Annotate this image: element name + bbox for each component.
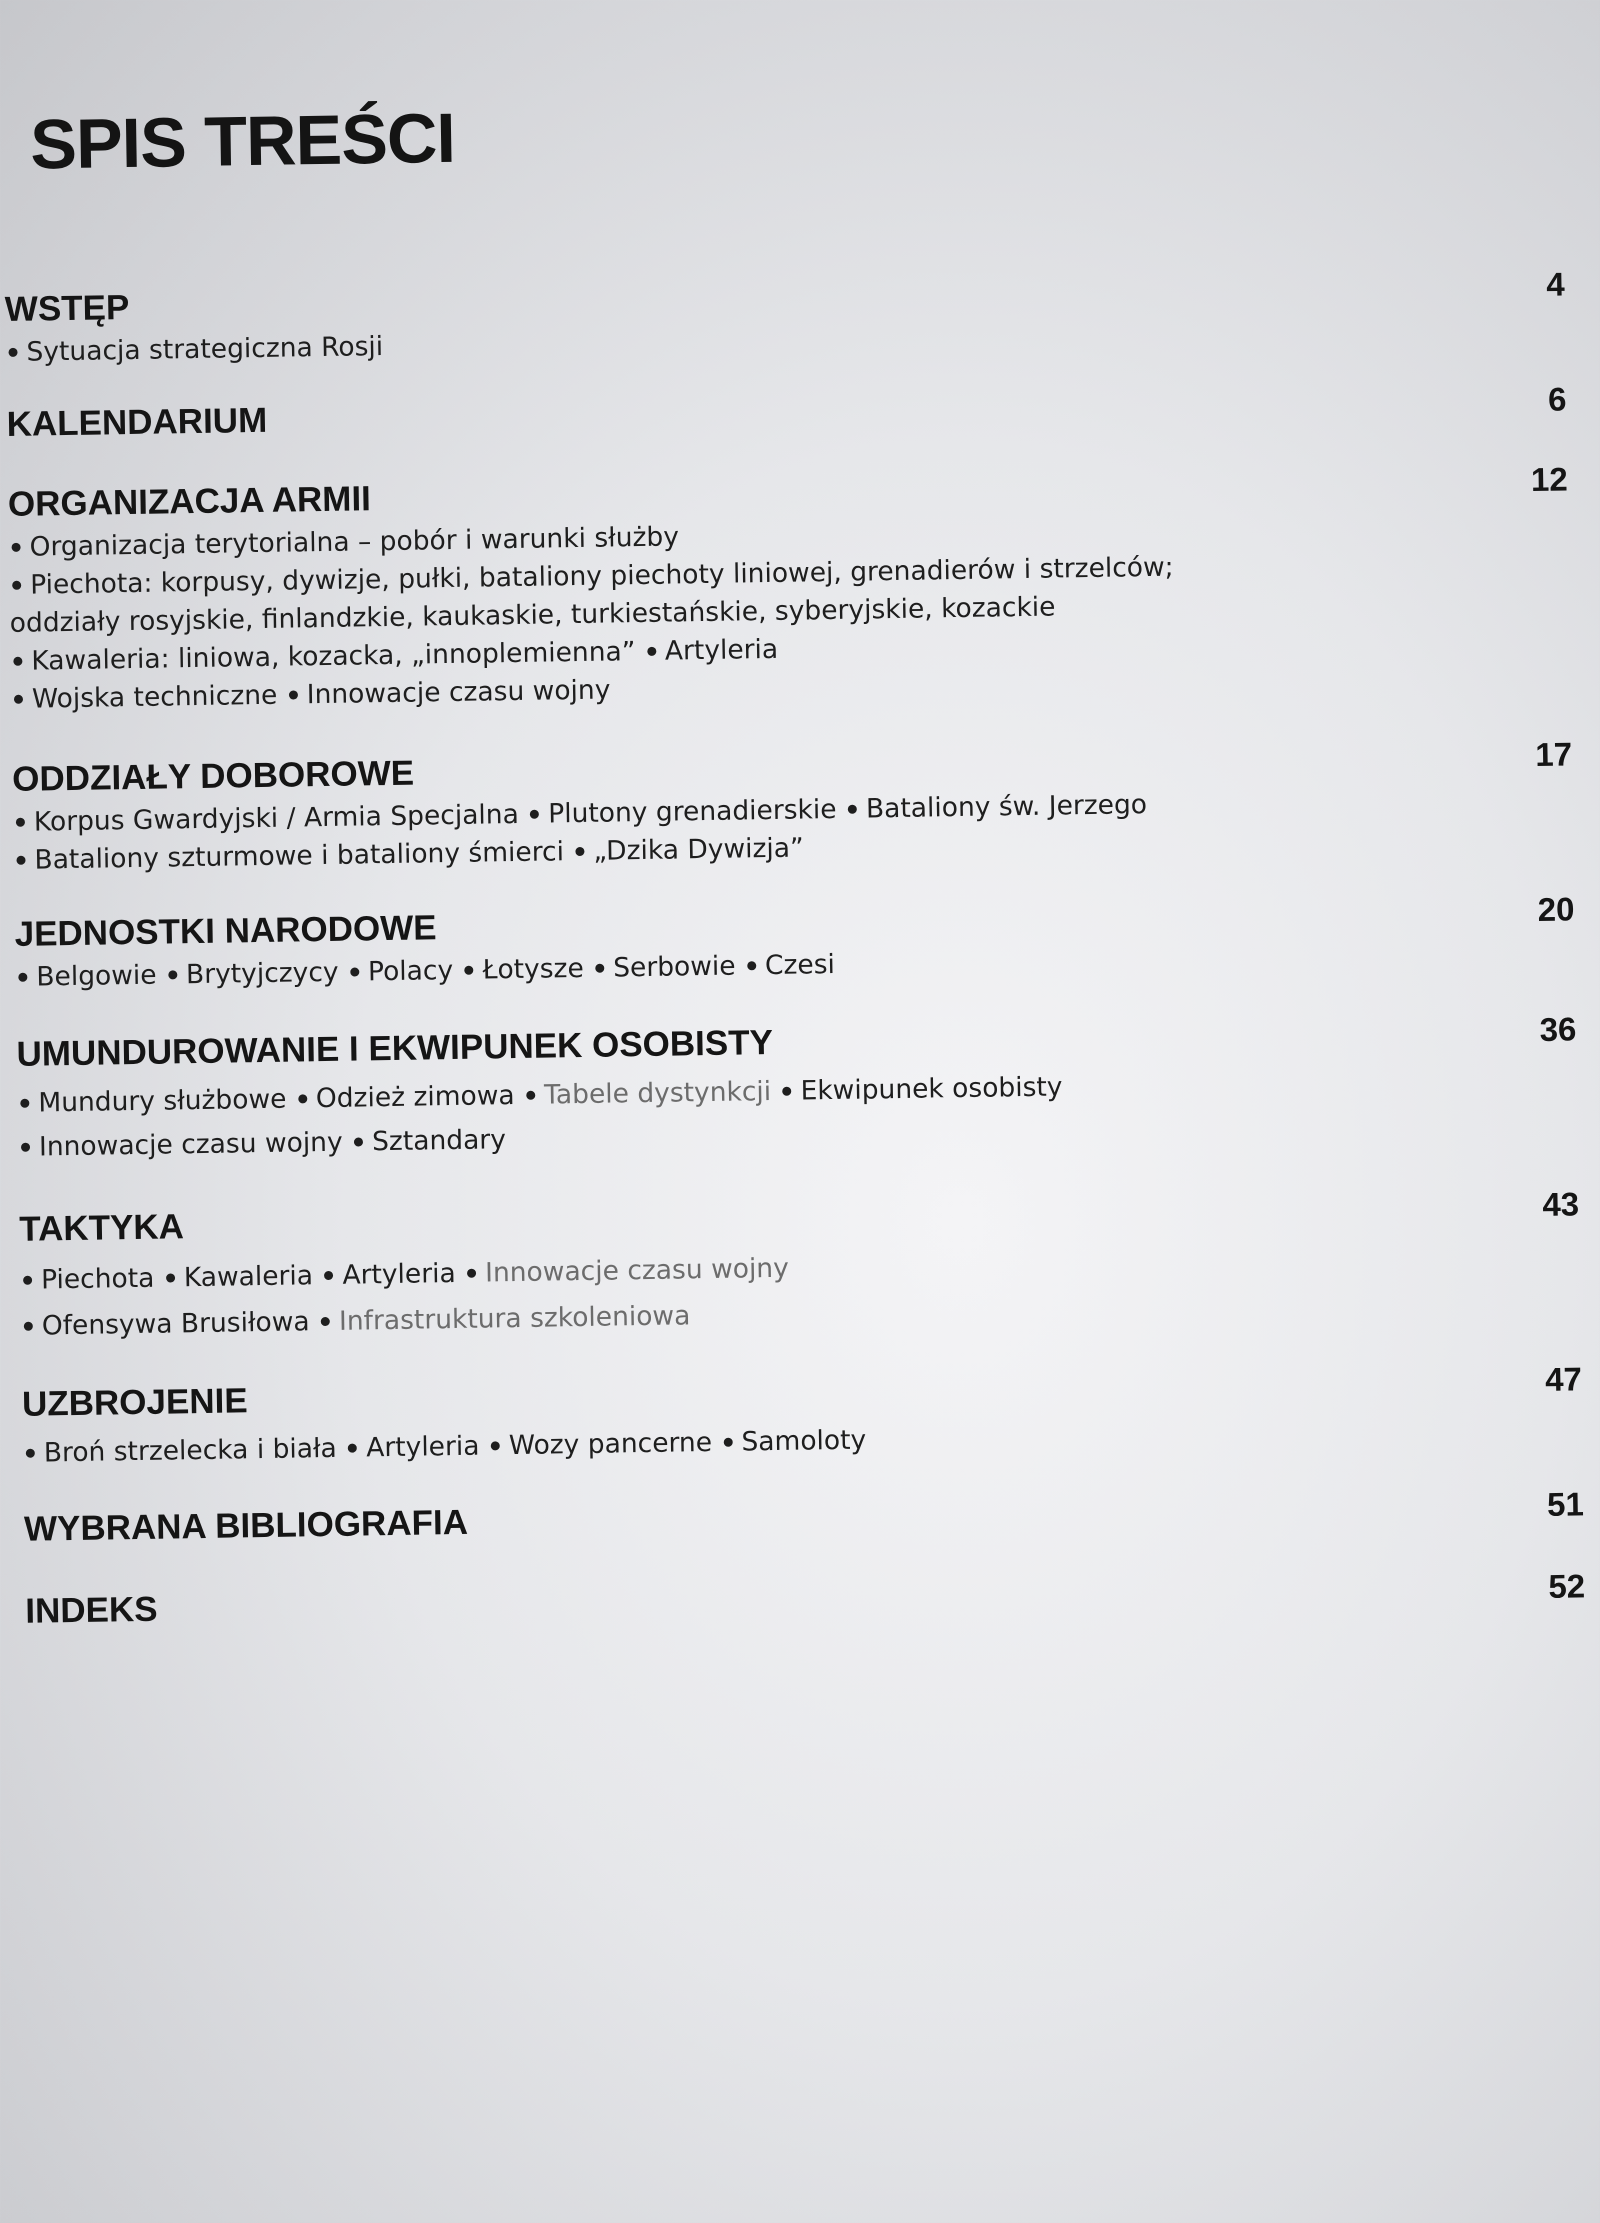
entry-heading: ORGANIZACJA ARMII xyxy=(7,479,372,524)
page-number: 36 xyxy=(1539,1010,1577,1048)
topic: Kawaleria: liniowa, kozacka, „innoplemienna” xyxy=(31,636,636,677)
toc-entry-organizacja-armii[interactable] xyxy=(7,460,1569,715)
topic: Innowacje czasu wojny xyxy=(38,1126,343,1163)
toc-entry-wstep[interactable] xyxy=(4,265,1565,368)
toc-entry-uzbrojenie[interactable] xyxy=(21,1360,1583,1469)
bullet-icon xyxy=(18,972,27,981)
bullet-icon xyxy=(16,817,25,826)
bullet-icon xyxy=(595,963,604,972)
topic: Artyleria xyxy=(365,1430,480,1464)
bullet-icon xyxy=(848,804,857,813)
entry-topics xyxy=(17,1068,1063,1166)
page-number: 4 xyxy=(1546,265,1565,303)
entry-topics xyxy=(13,786,1148,880)
bullet-icon xyxy=(324,1270,333,1279)
bullet-icon xyxy=(8,347,17,356)
bullet-icon xyxy=(289,690,298,699)
topic: Broń strzelecka i biała xyxy=(43,1432,338,1469)
topic: Polacy xyxy=(367,955,454,988)
topic: Plutony grenadierskie xyxy=(548,793,837,830)
bullet-icon xyxy=(14,694,23,703)
bullet-icon xyxy=(20,1098,29,1107)
topic: Samoloty xyxy=(741,1424,867,1458)
page-number: 52 xyxy=(1548,1567,1586,1605)
topic: Wojska techniczne xyxy=(31,679,278,715)
entry-heading: INDEKS xyxy=(25,1589,158,1631)
bullet-icon xyxy=(647,646,656,655)
bullet-icon xyxy=(12,542,21,551)
topic: Bataliony św. Jerzego xyxy=(865,789,1148,825)
page-number: 20 xyxy=(1537,890,1575,928)
bullet-icon xyxy=(24,1321,33,1330)
page-number: 12 xyxy=(1530,460,1569,499)
topic: Belgowie xyxy=(36,959,157,993)
topic: Sztandary xyxy=(371,1124,507,1158)
page-number: 43 xyxy=(1542,1185,1580,1223)
topic: Brytyjczycy xyxy=(185,956,339,991)
toc-entry-umundurowanie[interactable] xyxy=(16,1010,1577,1163)
entry-heading: WYBRANA BIBLIOGRAFIA xyxy=(23,1502,469,1549)
bullet-icon xyxy=(168,970,177,979)
bullet-icon xyxy=(491,1441,500,1450)
topic: Serbowie xyxy=(612,950,736,984)
toc-entry-oddzialy-doborowe[interactable] xyxy=(11,735,1573,876)
bullet-icon xyxy=(530,809,539,818)
entry-topics xyxy=(23,1422,867,1473)
bullet-icon xyxy=(354,1137,363,1146)
topic-line xyxy=(21,1296,790,1346)
topic: Innowacje czasu wojny xyxy=(484,1252,790,1289)
topic-line xyxy=(23,1422,867,1473)
topic: Artyleria xyxy=(342,1258,456,1291)
topic: Tabele dystynkcji xyxy=(543,1076,772,1111)
topic-line xyxy=(18,1112,1064,1166)
topic-line xyxy=(5,328,383,372)
toc-entry-bibliografia[interactable] xyxy=(23,1485,1585,1549)
toc-entry-taktyka[interactable] xyxy=(19,1185,1580,1342)
topic: Infrastruktura szkoleniowa xyxy=(338,1300,691,1337)
bullet-icon xyxy=(12,580,21,589)
toc-entry-jednostki-narodowe[interactable] xyxy=(14,890,1575,993)
topic: Ekwipunek osobisty xyxy=(800,1071,1063,1107)
bullet-icon xyxy=(23,1275,32,1284)
bullet-icon xyxy=(348,1443,357,1452)
topic: „Dzika Dywizja” xyxy=(593,832,804,867)
topic: Łotysze xyxy=(482,952,584,986)
entry-heading: KALENDARIUM xyxy=(6,400,268,444)
bullet-icon xyxy=(350,967,359,976)
bullet-icon xyxy=(723,1437,732,1446)
entry-topics xyxy=(15,946,835,997)
topic: Sytuacja strategiczna Rosji xyxy=(26,331,384,368)
bullet-icon xyxy=(16,855,25,864)
topic: oddziały rosyjskie, finlandzkie, kaukaskie, turkiestańskie, syberyjskie, kozackie xyxy=(9,591,1056,639)
bullet-icon xyxy=(298,1094,307,1103)
topic: Artyleria xyxy=(664,633,779,667)
entry-topics xyxy=(5,328,383,372)
entry-heading: ODDZIAŁY DOBOROWE xyxy=(11,753,415,799)
topic: Innowacje czasu wojny xyxy=(306,674,611,711)
entry-heading: JEDNOSTKI NARODOWE xyxy=(14,908,437,954)
page-number: 17 xyxy=(1535,735,1573,773)
bullet-icon xyxy=(747,961,756,970)
topic: Piechota xyxy=(40,1262,155,1296)
toc-entry-kalendarium[interactable] xyxy=(6,380,1567,444)
topic-line xyxy=(20,1250,789,1300)
bullet-icon xyxy=(575,846,584,855)
topic: Wozy pancerne xyxy=(508,1426,713,1462)
topic: Piechota: korpusy, dywizje, pułki, bataliony piechoty liniowej, grenadierów i strzelców; xyxy=(29,551,1174,601)
topic: Odzież zimowa xyxy=(315,1080,515,1115)
page-number: 51 xyxy=(1546,1485,1585,1523)
topic: Korpus Gwardyjski / Armia Specjalna xyxy=(33,798,520,838)
entry-heading: TAKTYKA xyxy=(19,1207,185,1249)
bullet-icon xyxy=(464,965,473,974)
bullet-icon xyxy=(166,1273,175,1282)
entry-topics xyxy=(8,511,1175,719)
page-number: 6 xyxy=(1547,380,1567,418)
bullet-icon xyxy=(21,1142,30,1151)
bullet-icon xyxy=(26,1448,35,1457)
bullet-icon xyxy=(13,656,22,665)
topic: Ofensywa Brusiłowa xyxy=(41,1306,310,1342)
bullet-icon xyxy=(467,1268,476,1277)
entry-heading: UMUNDUROWANIE I EKWIPUNEK OSOBISTY xyxy=(16,1022,774,1074)
bullet-icon xyxy=(321,1316,330,1325)
topic: Kawaleria xyxy=(183,1260,314,1294)
bullet-icon xyxy=(783,1086,792,1095)
bullet-icon xyxy=(526,1090,535,1099)
entry-heading: UZBROJENIE xyxy=(21,1381,248,1424)
toc-entry-indeks[interactable] xyxy=(25,1567,1586,1631)
topic: Bataliony szturmowe i bataliony śmierci xyxy=(34,836,565,876)
page-title: SPIS TREŚCI xyxy=(29,98,456,184)
page-number: 47 xyxy=(1544,1360,1583,1398)
entry-heading: WSTĘP xyxy=(4,288,130,329)
topic: Czesi xyxy=(764,949,836,982)
topic: Organizacja terytorialna – pobór i warunki służby xyxy=(29,521,680,563)
topic: Mundury służbowe xyxy=(38,1083,287,1119)
topic-line xyxy=(15,946,835,997)
entry-topics xyxy=(20,1250,790,1346)
